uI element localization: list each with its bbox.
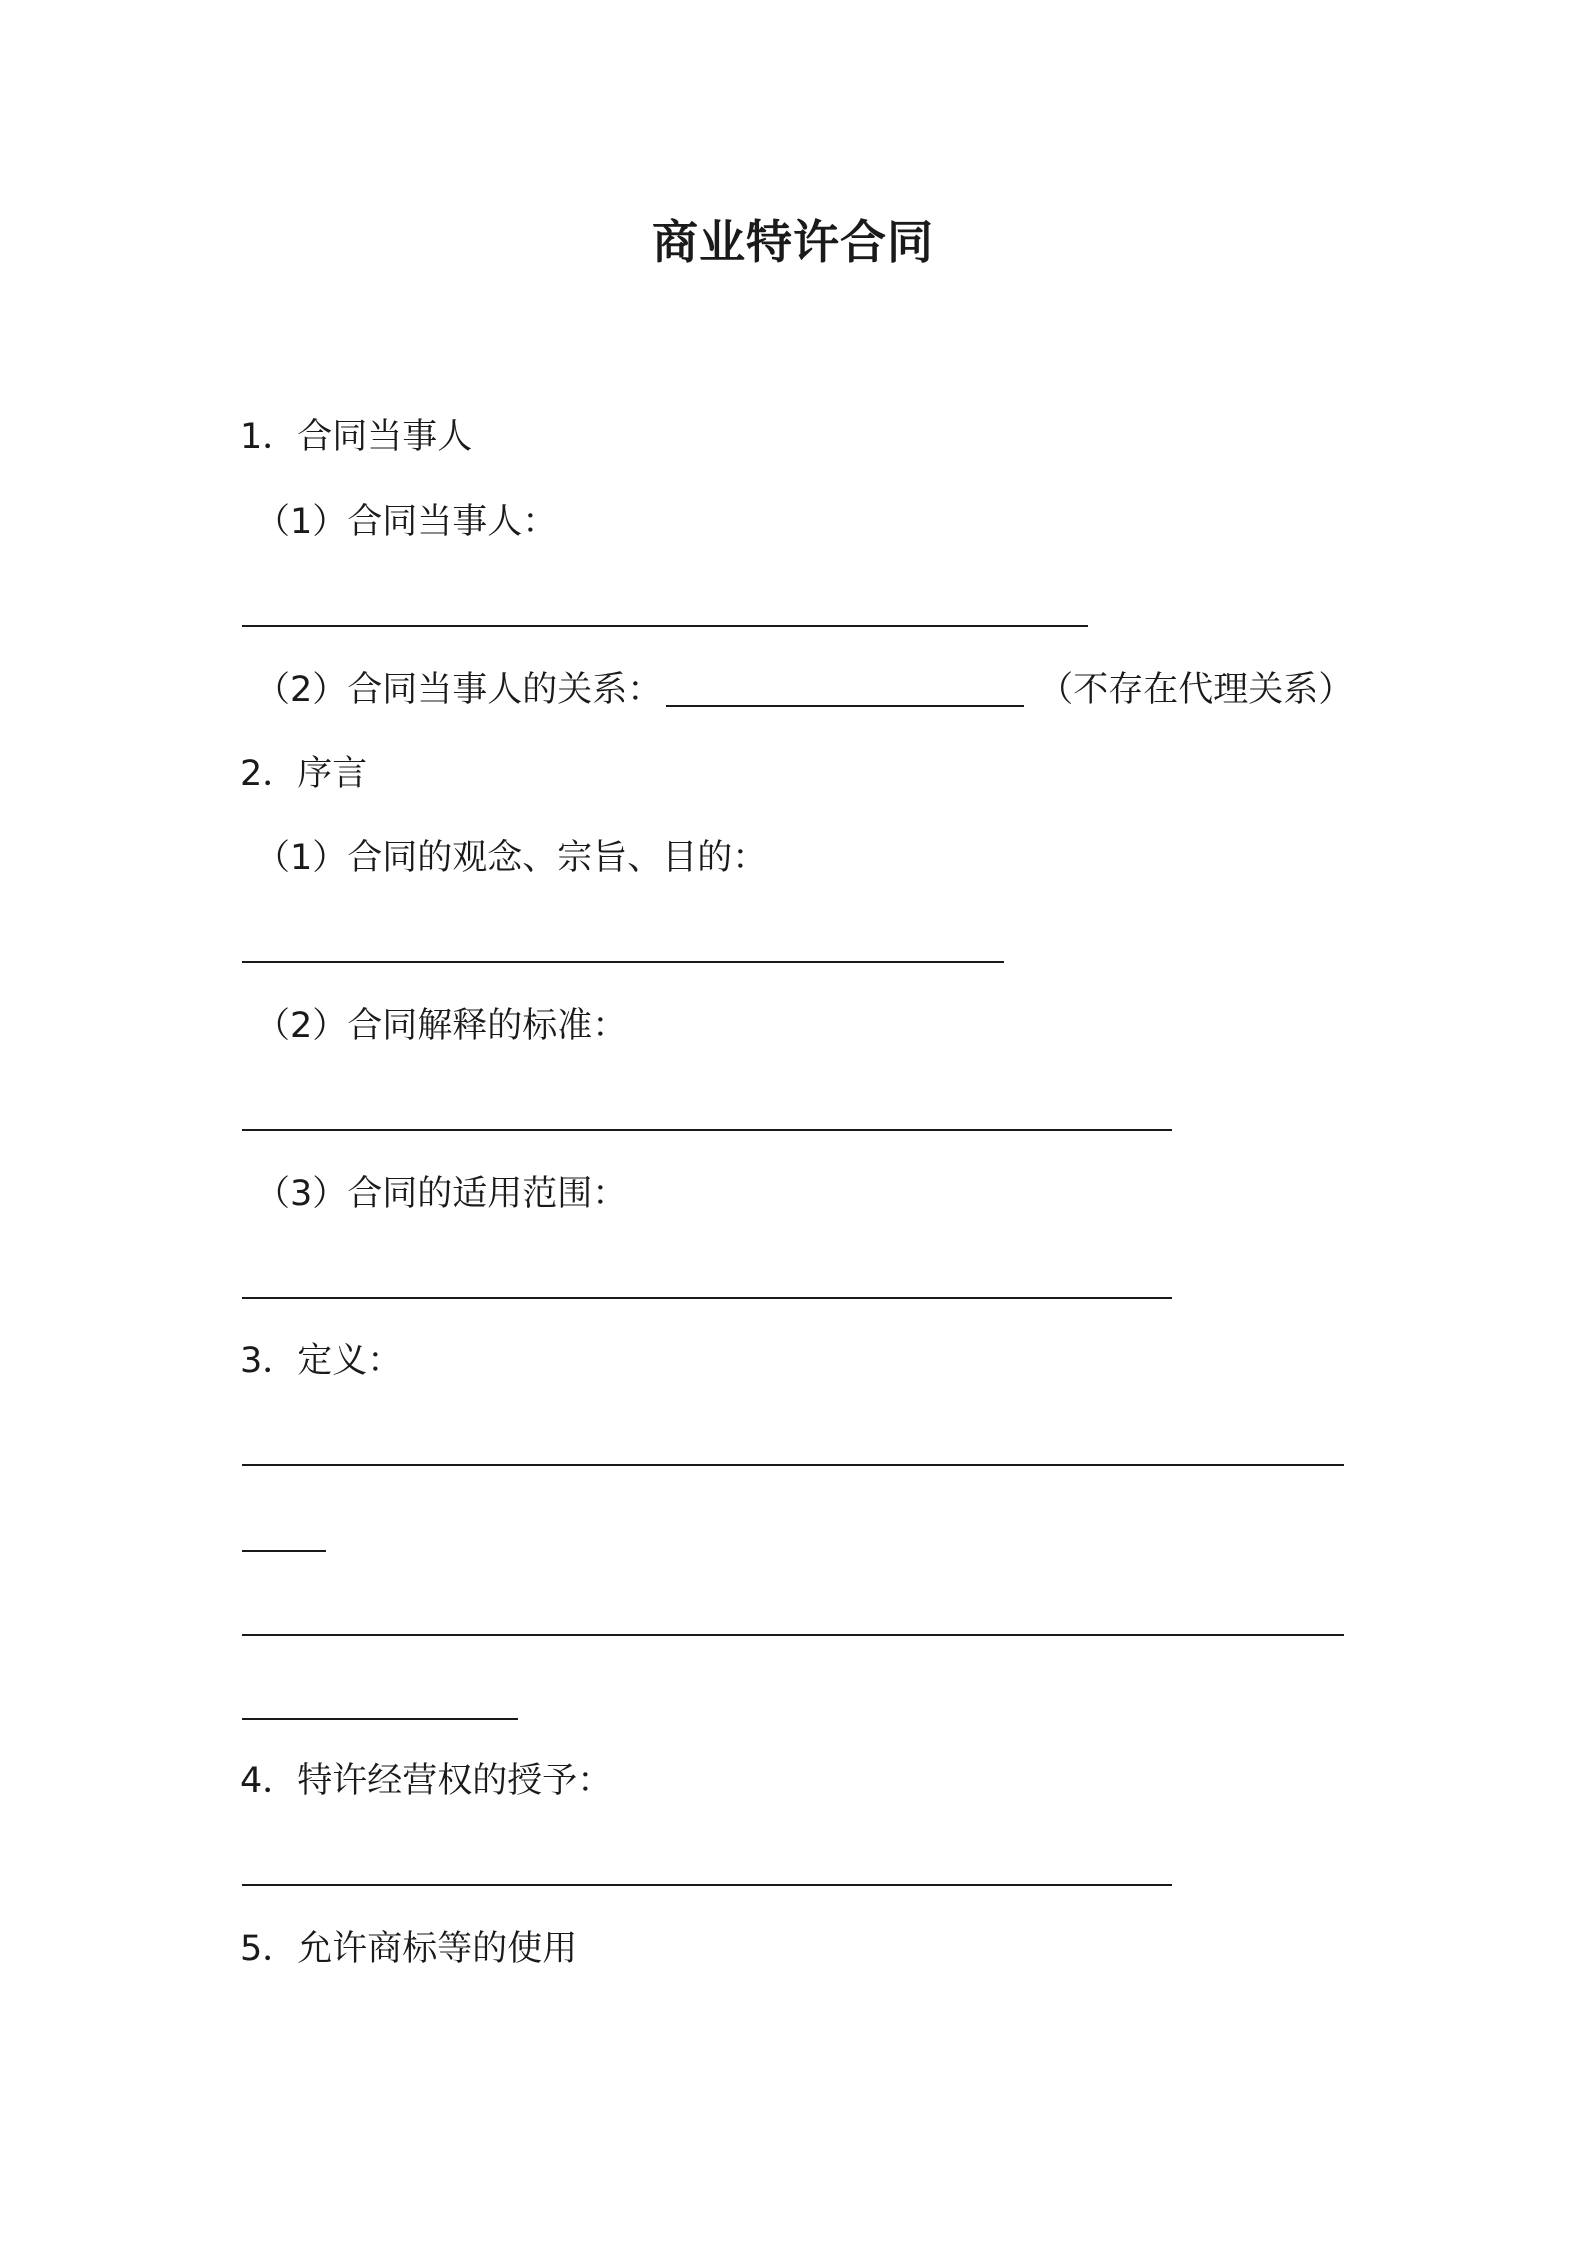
fill-in-blank-relationship[interactable] — [666, 705, 1024, 707]
fill-in-blank-purpose[interactable] — [242, 961, 1004, 963]
section-1-heading: 1．合同当事人 — [240, 417, 473, 457]
section-2-heading: 2．序言 — [240, 754, 368, 794]
section-1-item-2 — [255, 665, 1353, 715]
section-2-item-2: （2）合同解释的标准： — [255, 1006, 628, 1046]
fill-in-blank-definitions-1a[interactable] — [242, 1464, 1344, 1466]
section-4-heading: 4．特许经营权的授予： — [240, 1761, 613, 1801]
section-1-item-1: （1）合同当事人： — [255, 502, 558, 542]
section-1-item-2-note: （不存在代理关系） — [1038, 670, 1354, 710]
fill-in-blank-scope[interactable] — [242, 1297, 1172, 1299]
fill-in-blank-definitions-2b[interactable] — [242, 1718, 518, 1720]
section-1-item-2-label: （2）合同当事人的关系： — [255, 670, 663, 710]
fill-in-blank-definitions-1b[interactable] — [242, 1550, 326, 1552]
section-2-item-1: （1）合同的观念、宗旨、目的： — [255, 838, 768, 878]
fill-in-blank-definitions-2a[interactable] — [242, 1634, 1344, 1636]
section-5-heading: 5．允许商标等的使用 — [240, 1929, 578, 1969]
document-title: 商业特许合同 — [652, 215, 934, 269]
fill-in-blank-interpretation[interactable] — [242, 1129, 1172, 1131]
section-2-item-3: （3）合同的适用范围： — [255, 1174, 628, 1214]
fill-in-blank-grant[interactable] — [242, 1884, 1172, 1886]
section-3-heading: 3．定义： — [240, 1341, 403, 1381]
fill-in-blank-parties[interactable] — [242, 625, 1088, 627]
